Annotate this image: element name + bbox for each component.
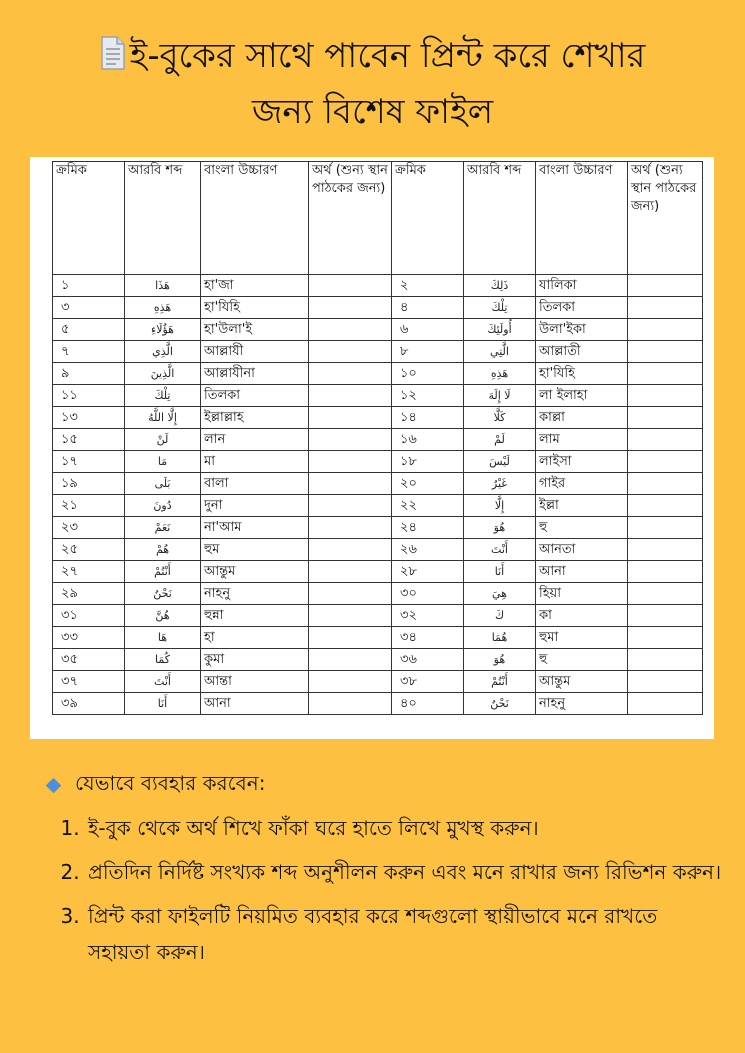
bangla-pronunciation-cell: ইল্লাল্লাহ: [201, 407, 309, 429]
bangla-pronunciation-cell: আল্লাযী: [201, 341, 309, 363]
bangla-pronunciation-cell: হুমা: [536, 627, 628, 649]
meaning-blank-cell: [628, 649, 703, 671]
arabic-word-cell: هُنَّ: [125, 605, 201, 627]
bangla-pronunciation-cell: হা'যিহি: [536, 363, 628, 385]
list-item: 3. প্রিন্ট করা ফাইলটি নিয়মিত ব্যবহার করে শব্দগুলো স্থায়ীভাবে মনে রাখতে সহায়তা করুন।: [86, 898, 724, 970]
arabic-word-cell: كُمَا: [125, 649, 201, 671]
serial-cell: ১০: [392, 363, 464, 385]
meaning-blank-cell: [628, 407, 703, 429]
instructions-list: [44, 810, 724, 970]
header-cell: ক্রমিক: [53, 162, 125, 275]
arabic-word-cell: هَذِهِ: [125, 297, 201, 319]
bangla-pronunciation-cell: তিলকা: [201, 385, 309, 407]
serial-cell: ১৫: [53, 429, 125, 451]
table-row: [53, 583, 703, 605]
table-row: [53, 297, 703, 319]
meaning-blank-cell: [628, 363, 703, 385]
table-row: [53, 627, 703, 649]
arabic-word-cell: هِيَ: [464, 583, 536, 605]
meaning-blank-cell: [309, 649, 392, 671]
arabic-word-cell: مَا: [125, 451, 201, 473]
table-row: [53, 385, 703, 407]
arabic-word-cell: نَعَمْ: [125, 517, 201, 539]
arabic-word-cell: إِلَّا: [464, 495, 536, 517]
table-header-row: [53, 162, 703, 275]
meaning-blank-cell: [309, 583, 392, 605]
meaning-blank-cell: [628, 275, 703, 297]
bangla-pronunciation-cell: আল্লাযীনা: [201, 363, 309, 385]
arabic-word-cell: هُمْ: [125, 539, 201, 561]
serial-cell: ১১: [53, 385, 125, 407]
meaning-blank-cell: [628, 473, 703, 495]
bangla-pronunciation-cell: লান: [201, 429, 309, 451]
arabic-word-cell: هَؤُلَاءِ: [125, 319, 201, 341]
meaning-blank-cell: [309, 363, 392, 385]
arabic-word-cell: لَنْ: [125, 429, 201, 451]
arabic-word-cell: كَلَّا: [464, 407, 536, 429]
arabic-word-cell: تِلْكَ: [125, 385, 201, 407]
header-cell: ক্রমিক: [392, 162, 464, 275]
meaning-blank-cell: [628, 319, 703, 341]
meaning-blank-cell: [309, 407, 392, 429]
table-row: [53, 693, 703, 715]
arabic-word-cell: هَذِهِ: [464, 363, 536, 385]
serial-cell: ১৩: [53, 407, 125, 429]
arabic-word-cell: نَحْنُ: [125, 583, 201, 605]
arabic-word-cell: هُمَا: [464, 627, 536, 649]
vocabulary-sheet: [30, 157, 714, 739]
bangla-pronunciation-cell: কাল্লা: [536, 407, 628, 429]
list-item: 2. প্রতিদিন নির্দিষ্ট সংখ্যক শব্দ অনুশীলন করুন এবং মনে রাখার জন্য রিভিশন করুন।: [86, 854, 724, 890]
meaning-blank-cell: [628, 693, 703, 715]
title-text-1: ই-বুকের সাথে পাবেন প্রিন্ট করে শেখার: [129, 36, 646, 76]
table-row: [53, 649, 703, 671]
serial-cell: ৪০: [392, 693, 464, 715]
arabic-word-cell: الَّذِينَ: [125, 363, 201, 385]
meaning-blank-cell: [309, 473, 392, 495]
table-row: [53, 473, 703, 495]
meaning-blank-cell: [309, 539, 392, 561]
bangla-pronunciation-cell: লা ইলাহা: [536, 385, 628, 407]
serial-cell: ২৯: [53, 583, 125, 605]
bangla-pronunciation-cell: আল্লাতী: [536, 341, 628, 363]
arabic-word-cell: غَيْرُ: [464, 473, 536, 495]
arabic-word-cell: بَلَى: [125, 473, 201, 495]
serial-cell: ৩৬: [392, 649, 464, 671]
arabic-word-cell: أَنَا: [464, 561, 536, 583]
meaning-blank-cell: [309, 495, 392, 517]
serial-cell: ২৫: [53, 539, 125, 561]
serial-cell: ২৮: [392, 561, 464, 583]
title-line-2: জন্য বিশেষ ফাইল: [251, 92, 494, 132]
bangla-pronunciation-cell: নাহনু: [201, 583, 309, 605]
table-row: [53, 495, 703, 517]
bangla-pronunciation-cell: আন্তা: [201, 671, 309, 693]
bangla-pronunciation-cell: কা: [536, 605, 628, 627]
meaning-blank-cell: [309, 627, 392, 649]
header-cell: অর্থ (শুন্য স্থান পাঠকের জন্য): [628, 162, 703, 275]
bangla-pronunciation-cell: নাহনু: [536, 693, 628, 715]
arabic-word-cell: ذَلِكَ: [464, 275, 536, 297]
meaning-blank-cell: [628, 451, 703, 473]
serial-cell: ৭: [53, 341, 125, 363]
meaning-blank-cell: [309, 693, 392, 715]
serial-cell: ৩৫: [53, 649, 125, 671]
table-row: [53, 319, 703, 341]
title-line-1: [0, 28, 745, 84]
meaning-blank-cell: [309, 319, 392, 341]
arabic-word-cell: لَيْسَ: [464, 451, 536, 473]
arabic-word-cell: كَ: [464, 605, 536, 627]
header-cell: অর্থ (শুন্য স্থান পাঠকের জন্য): [309, 162, 392, 275]
meaning-blank-cell: [628, 561, 703, 583]
bangla-pronunciation-cell: কুমা: [201, 649, 309, 671]
bangla-pronunciation-cell: বালা: [201, 473, 309, 495]
arabic-word-cell: دُونَ: [125, 495, 201, 517]
meaning-blank-cell: [309, 341, 392, 363]
vocabulary-table: [52, 161, 703, 715]
meaning-blank-cell: [628, 517, 703, 539]
meaning-blank-cell: [628, 539, 703, 561]
bangla-pronunciation-cell: হা'যিহি: [201, 297, 309, 319]
meaning-blank-cell: [309, 429, 392, 451]
arabic-word-cell: نَحْنُ: [464, 693, 536, 715]
meaning-blank-cell: [628, 671, 703, 693]
meaning-blank-cell: [309, 517, 392, 539]
serial-cell: ২৪: [392, 517, 464, 539]
bangla-pronunciation-cell: হা: [201, 627, 309, 649]
serial-cell: ৩৪: [392, 627, 464, 649]
serial-cell: ২০: [392, 473, 464, 495]
table-row: [53, 671, 703, 693]
bangla-pronunciation-cell: আন্তুম: [201, 561, 309, 583]
serial-cell: ৩৮: [392, 671, 464, 693]
arabic-word-cell: هُوَ: [464, 517, 536, 539]
header-cell: আরবি শব্দ: [464, 162, 536, 275]
list-item: 1. ই-বুক থেকে অর্থ শিখে ফাঁকা ঘরে হাতে লিখে মুখস্থ করুন।: [86, 810, 724, 846]
bangla-pronunciation-cell: হা'জা: [201, 275, 309, 297]
table-row: [53, 451, 703, 473]
bangla-pronunciation-cell: হু: [536, 649, 628, 671]
meaning-blank-cell: [628, 605, 703, 627]
meaning-blank-cell: [628, 627, 703, 649]
arabic-word-cell: الَّذِي: [125, 341, 201, 363]
serial-cell: ২৬: [392, 539, 464, 561]
bangla-pronunciation-cell: মা: [201, 451, 309, 473]
meaning-blank-cell: [309, 451, 392, 473]
meaning-blank-cell: [309, 605, 392, 627]
serial-cell: ১৭: [53, 451, 125, 473]
serial-cell: ২৭: [53, 561, 125, 583]
serial-cell: ২৩: [53, 517, 125, 539]
arabic-word-cell: الَّتِي: [464, 341, 536, 363]
bangla-pronunciation-cell: হুন্না: [201, 605, 309, 627]
arabic-word-cell: أَنْتَ: [464, 539, 536, 561]
serial-cell: ৮: [392, 341, 464, 363]
meaning-blank-cell: [628, 297, 703, 319]
header-cell: বাংলা উচ্চারণ: [536, 162, 628, 275]
instructions-heading: যেভাবে ব্যবহার করবেন:: [75, 770, 266, 795]
arabic-word-cell: لَمْ: [464, 429, 536, 451]
serial-cell: ৩২: [392, 605, 464, 627]
meaning-blank-cell: [309, 561, 392, 583]
table-row: [53, 341, 703, 363]
bangla-pronunciation-cell: আনতা: [536, 539, 628, 561]
serial-cell: ৩১: [53, 605, 125, 627]
table-row: [53, 517, 703, 539]
serial-cell: ৬: [392, 319, 464, 341]
diamond-bullet-icon: [46, 777, 62, 793]
bangla-pronunciation-cell: আনা: [536, 561, 628, 583]
bangla-pronunciation-cell: দুনা: [201, 495, 309, 517]
table-row: [53, 539, 703, 561]
serial-cell: ২১: [53, 495, 125, 517]
arabic-word-cell: هَذَا: [125, 275, 201, 297]
bangla-pronunciation-cell: হু: [536, 517, 628, 539]
table-row: [53, 363, 703, 385]
bangla-pronunciation-cell: হুম: [201, 539, 309, 561]
bangla-pronunciation-cell: লাম: [536, 429, 628, 451]
meaning-blank-cell: [628, 341, 703, 363]
meaning-blank-cell: [628, 583, 703, 605]
meaning-blank-cell: [309, 671, 392, 693]
bangla-pronunciation-cell: উলা'ইকা: [536, 319, 628, 341]
serial-cell: ৩৩: [53, 627, 125, 649]
serial-cell: ২২: [392, 495, 464, 517]
bangla-pronunciation-cell: যালিকা: [536, 275, 628, 297]
arabic-word-cell: إِلَّا اللَّهُ: [125, 407, 201, 429]
bangla-pronunciation-cell: গাইর: [536, 473, 628, 495]
meaning-blank-cell: [309, 275, 392, 297]
header-cell: বাংলা উচ্চারণ: [201, 162, 309, 275]
arabic-word-cell: أُولَئِكَ: [464, 319, 536, 341]
bangla-pronunciation-cell: আন্তুম: [536, 671, 628, 693]
table-row: [53, 605, 703, 627]
table-row: [53, 275, 703, 297]
arabic-word-cell: أَنْتُمْ: [464, 671, 536, 693]
meaning-blank-cell: [309, 297, 392, 319]
arabic-word-cell: أَنَا: [125, 693, 201, 715]
serial-cell: ৫: [53, 319, 125, 341]
arabic-word-cell: تِلْكَ: [464, 297, 536, 319]
serial-cell: ৩০: [392, 583, 464, 605]
bangla-pronunciation-cell: না'আম: [201, 517, 309, 539]
bangla-pronunciation-cell: হিয়া: [536, 583, 628, 605]
serial-cell: ৩: [53, 297, 125, 319]
serial-cell: ১২: [392, 385, 464, 407]
meaning-blank-cell: [309, 385, 392, 407]
serial-cell: ১৪: [392, 407, 464, 429]
arabic-word-cell: أَنْتَ: [125, 671, 201, 693]
serial-cell: ১৮: [392, 451, 464, 473]
table-row: [53, 561, 703, 583]
bangla-pronunciation-cell: তিলকা: [536, 297, 628, 319]
page-title: [0, 28, 745, 140]
meaning-blank-cell: [628, 385, 703, 407]
bangla-pronunciation-cell: আনা: [201, 693, 309, 715]
serial-cell: ৯: [53, 363, 125, 385]
serial-cell: ২: [392, 275, 464, 297]
document-icon: [100, 35, 126, 71]
table-row: [53, 429, 703, 451]
arabic-word-cell: لَا إِلَهَ: [464, 385, 536, 407]
usage-instructions: [44, 768, 724, 978]
arabic-word-cell: أَنْتُمْ: [125, 561, 201, 583]
table-row: [53, 407, 703, 429]
meaning-blank-cell: [628, 429, 703, 451]
bangla-pronunciation-cell: ইল্লা: [536, 495, 628, 517]
serial-cell: ১৯: [53, 473, 125, 495]
bangla-pronunciation-cell: লাইসা: [536, 451, 628, 473]
arabic-word-cell: هَا: [125, 627, 201, 649]
bangla-pronunciation-cell: হা'উলা'ই: [201, 319, 309, 341]
serial-cell: ১৬: [392, 429, 464, 451]
serial-cell: ৩৯: [53, 693, 125, 715]
serial-cell: ৪: [392, 297, 464, 319]
serial-cell: ৩৭: [53, 671, 125, 693]
serial-cell: ১: [53, 275, 125, 297]
header-cell: আরবি শব্দ: [125, 162, 201, 275]
meaning-blank-cell: [628, 495, 703, 517]
arabic-word-cell: هُوَ: [464, 649, 536, 671]
